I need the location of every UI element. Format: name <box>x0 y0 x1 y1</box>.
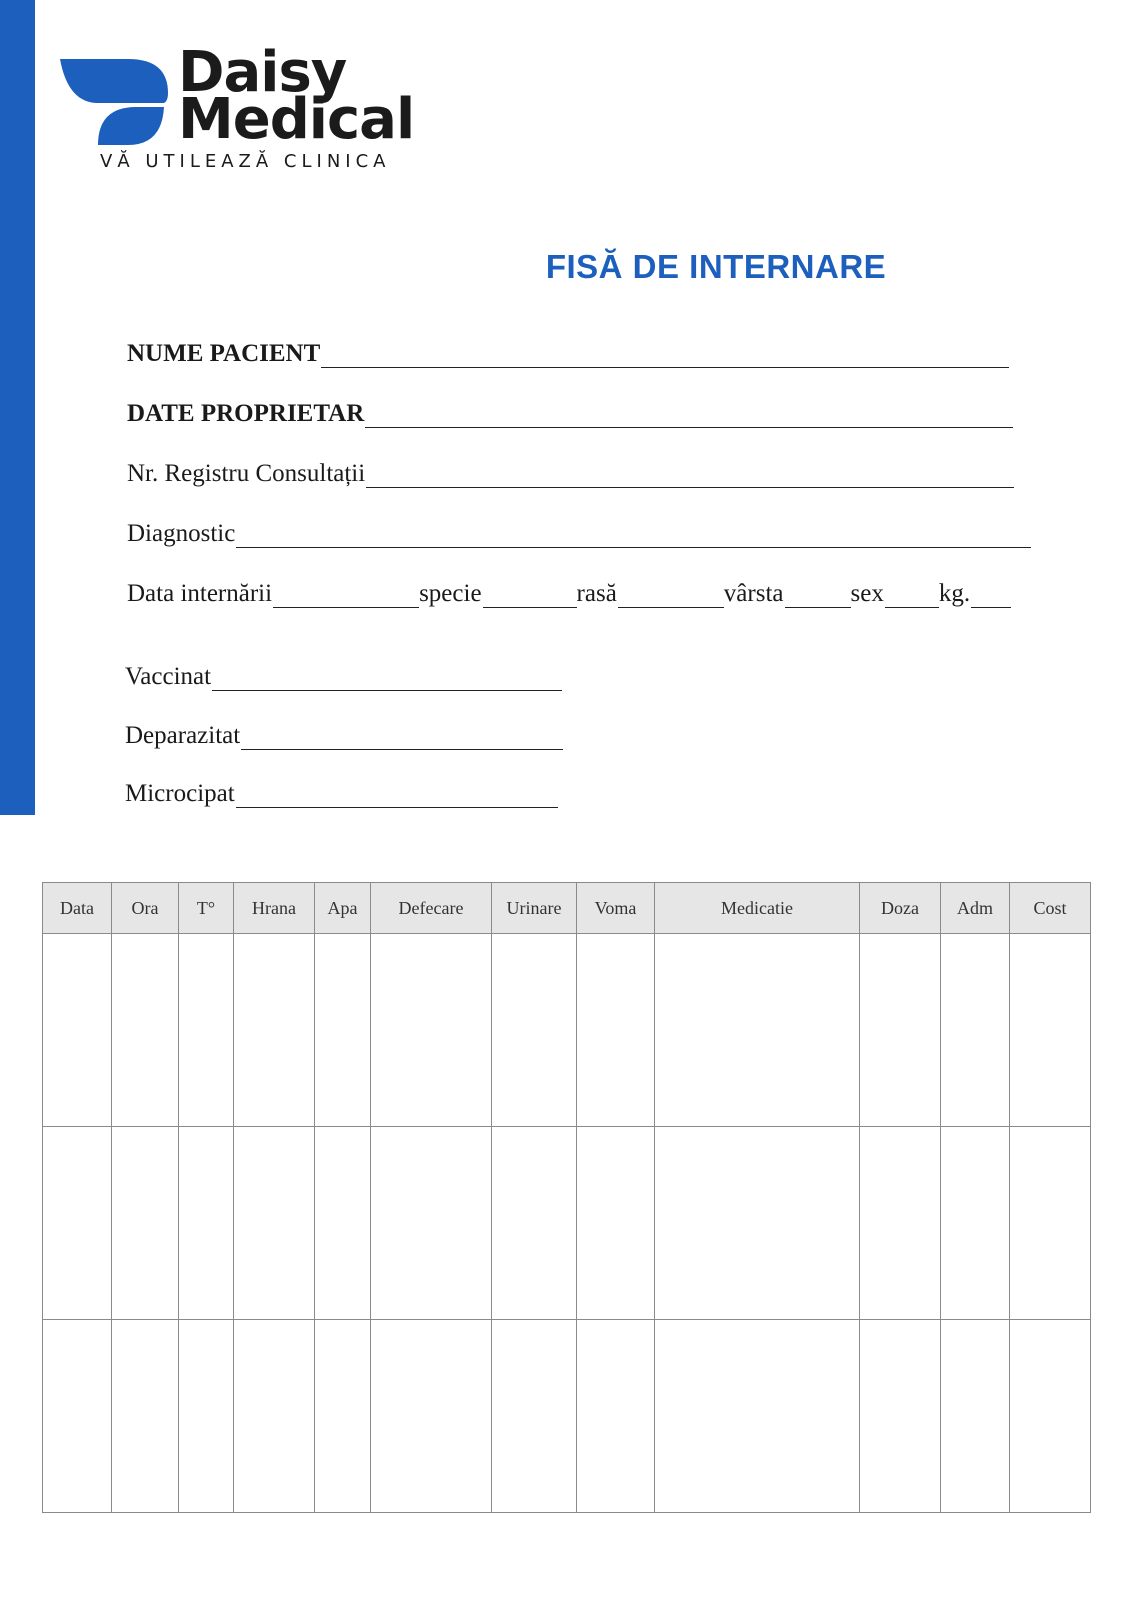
table-cell[interactable] <box>371 1127 492 1320</box>
table-cell[interactable] <box>43 934 112 1127</box>
table-cell[interactable] <box>234 934 315 1127</box>
table-cell[interactable] <box>577 1320 655 1513</box>
table-cell[interactable] <box>492 1127 577 1320</box>
table-cell[interactable] <box>315 1320 371 1513</box>
table-cell[interactable] <box>577 934 655 1127</box>
field-diagnosis[interactable] <box>127 520 1031 548</box>
fill-line-species[interactable] <box>483 581 577 608</box>
fill-line[interactable] <box>241 723 563 750</box>
fill-line-breed[interactable] <box>618 581 724 608</box>
table-cell[interactable] <box>43 1320 112 1513</box>
table-cell[interactable] <box>655 1127 860 1320</box>
field-registry-number[interactable] <box>127 460 1014 488</box>
table-cell[interactable] <box>655 934 860 1127</box>
table-cell[interactable] <box>234 1127 315 1320</box>
table-cell[interactable] <box>43 1127 112 1320</box>
field-label: Nr. Registru Consultații <box>127 460 366 487</box>
table-cell[interactable] <box>577 1127 655 1320</box>
field-label: Deparazitat <box>125 722 241 749</box>
table-cell[interactable] <box>860 1127 941 1320</box>
table-cell[interactable] <box>371 1320 492 1513</box>
field-microchipped[interactable] <box>125 780 558 808</box>
fill-line[interactable] <box>366 461 1014 488</box>
field-label: Vaccinat <box>125 663 212 690</box>
field-label-age: vârsta <box>723 580 784 607</box>
fill-line-weight[interactable] <box>971 581 1011 608</box>
table-cell[interactable] <box>179 1127 234 1320</box>
table-cell[interactable] <box>941 934 1010 1127</box>
table-cell[interactable] <box>941 1127 1010 1320</box>
table-cell[interactable] <box>492 934 577 1127</box>
col-header-hrana: Hrana <box>234 883 315 934</box>
field-admission-row[interactable] <box>127 580 1011 608</box>
logo-word-medical: Medical <box>178 87 415 152</box>
fill-line[interactable] <box>212 664 562 691</box>
table-cell[interactable] <box>112 934 179 1127</box>
field-label-admission-date: Data internării <box>127 580 273 607</box>
col-header-cost: Cost <box>1010 883 1091 934</box>
side-accent-bar <box>0 0 35 815</box>
field-label: NUME PACIENT <box>127 340 321 367</box>
field-owner-data[interactable] <box>127 400 1013 428</box>
field-label-breed: rasă <box>576 580 617 607</box>
col-header-ora: Ora <box>112 883 179 934</box>
logo <box>58 40 438 175</box>
document-title: FISĂ DE INTERNARE <box>545 248 887 285</box>
treatment-table <box>42 882 1091 1513</box>
col-header-defecare: Defecare <box>371 883 492 934</box>
field-label: Microcipat <box>125 780 235 807</box>
table-cell[interactable] <box>1010 1320 1091 1513</box>
table-cell[interactable] <box>1010 934 1091 1127</box>
field-label-species: specie <box>419 580 482 607</box>
fill-line[interactable] <box>365 401 1013 428</box>
table-cell[interactable] <box>1010 1127 1091 1320</box>
fill-line-admission-date[interactable] <box>273 581 419 608</box>
fill-line[interactable] <box>321 341 1009 368</box>
col-header-adm: Adm <box>941 883 1010 934</box>
fill-line-sex[interactable] <box>885 581 939 608</box>
fill-line-age[interactable] <box>785 581 851 608</box>
table-cell[interactable] <box>234 1320 315 1513</box>
table-cell[interactable] <box>179 934 234 1127</box>
table-cell[interactable] <box>371 934 492 1127</box>
logo-mark-icon <box>58 51 170 147</box>
col-header-urinare: Urinare <box>492 883 577 934</box>
table-cell[interactable] <box>315 934 371 1127</box>
table-row <box>43 1320 1091 1513</box>
col-header-data: Data <box>43 883 112 934</box>
table-cell[interactable] <box>112 1127 179 1320</box>
table-header-row <box>43 883 1091 934</box>
field-label-sex: sex <box>850 580 884 607</box>
col-header-temperature: T° <box>179 883 234 934</box>
logo-word-daisy: Daisy <box>178 40 347 105</box>
field-label: DATE PROPRIETAR <box>127 400 365 427</box>
fill-line[interactable] <box>236 781 558 808</box>
col-header-voma: Voma <box>577 883 655 934</box>
col-header-apa: Apa <box>315 883 371 934</box>
col-header-medicatie: Medicatie <box>655 883 860 934</box>
field-dewormed[interactable] <box>125 722 563 750</box>
table-cell[interactable] <box>860 934 941 1127</box>
field-label-weight: kg. <box>938 580 971 607</box>
table-row <box>43 934 1091 1127</box>
col-header-doza: Doza <box>860 883 941 934</box>
field-vaccinated[interactable] <box>125 663 562 691</box>
field-label: Diagnostic <box>127 520 236 547</box>
table-cell[interactable] <box>112 1320 179 1513</box>
logo-tagline: VĂ UTILEAZĂ CLINICA <box>100 151 391 172</box>
table-cell[interactable] <box>941 1320 1010 1513</box>
fill-line[interactable] <box>236 521 1031 548</box>
table-cell[interactable] <box>179 1320 234 1513</box>
table-row <box>43 1127 1091 1320</box>
table-cell[interactable] <box>860 1320 941 1513</box>
table-cell[interactable] <box>492 1320 577 1513</box>
table-cell[interactable] <box>655 1320 860 1513</box>
field-patient-name[interactable] <box>127 340 1009 368</box>
table-cell[interactable] <box>315 1127 371 1320</box>
